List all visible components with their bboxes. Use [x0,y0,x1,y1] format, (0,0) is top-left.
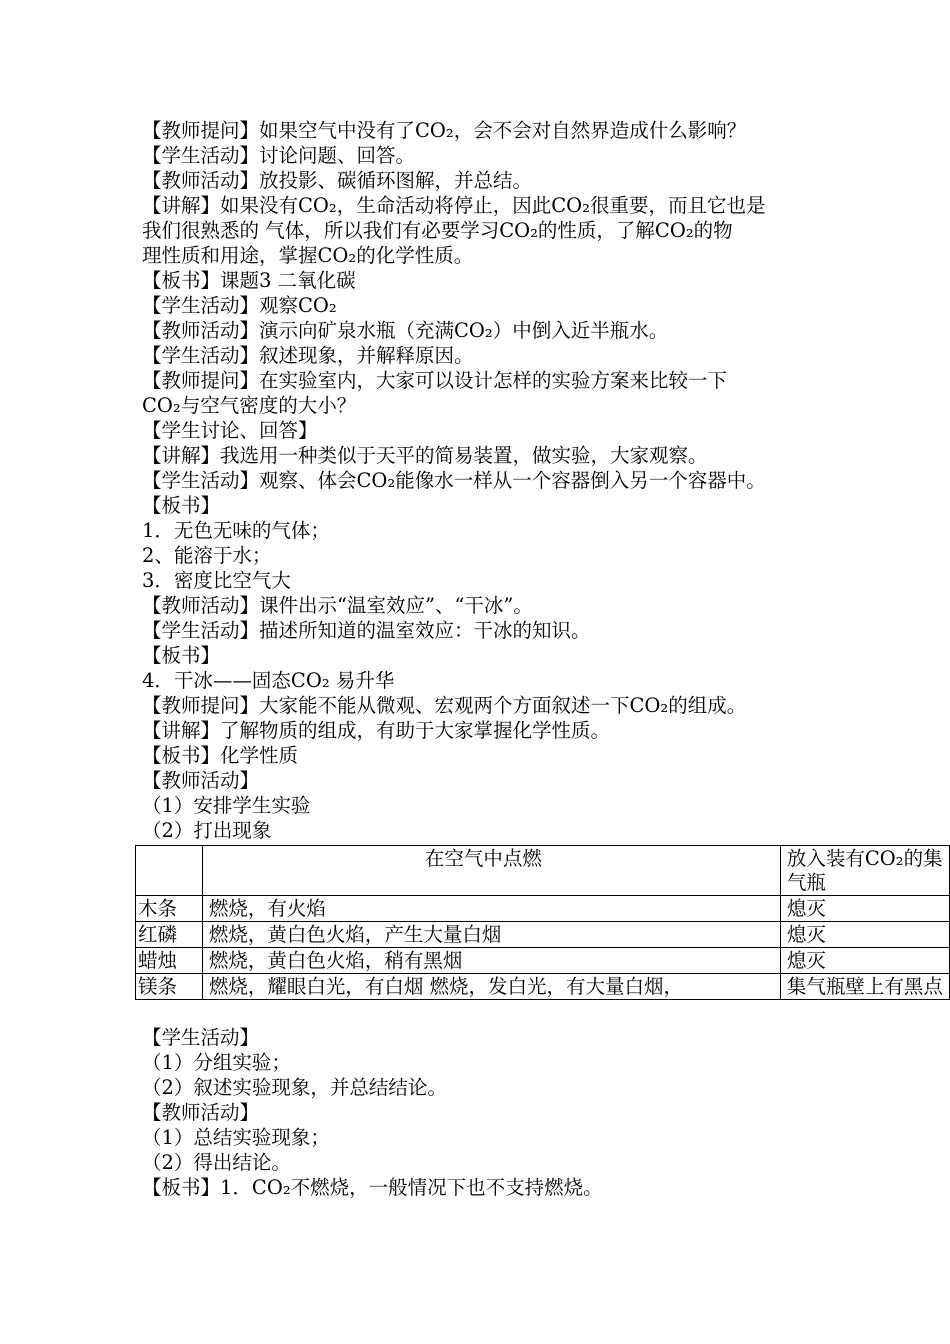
text-line: （2）打出现象 [142,819,272,842]
table-cell: 熄灭 [780,948,949,974]
text-line: 【教师活动】演示向矿泉水瓶（充满CO₂）中倒入近半瓶水。 [142,319,669,342]
text-line: 3．密度比空气大 [142,569,291,592]
text-line: 【教师提问】大家能不能从微观、宏观两个方面叙述一下CO₂的组成。 [142,694,747,717]
text-line: 【教师活动】 [142,1101,260,1124]
text-line: （2）叙述实验现象，并总结结论。 [142,1076,447,1099]
table-row [136,896,950,922]
table-cell: 镁条 [136,974,203,1000]
text-line: 【讲解】我选用一种类似于天平的简易装置，做实验，大家观察。 [142,444,708,467]
table-cell: 熄灭 [780,922,949,948]
table-cell: 燃烧，有火焰 [202,896,780,922]
text-line: 【学生活动】讨论问题、回答。 [142,144,416,167]
text-line: 【学生活动】叙述现象，并解释原因。 [142,344,474,367]
text-line: 【教师活动】放投影、碳循环图解，并总结。 [142,169,533,192]
text-line: 【学生讨论、回答】 [142,419,318,442]
table-cell: 集气瓶壁上有黑点 [780,974,949,1000]
text-line: 【学生活动】观察CO₂ [142,294,337,317]
table-cell: 燃烧，耀眼白光，有白烟 燃烧，发白光，有大量白烟， [202,974,780,1000]
table-row [136,922,950,948]
table-cell: 燃烧，黄白色火焰，产生大量白烟 [202,922,780,948]
text-line: 2、能溶于水； [142,544,272,567]
text-line: 【讲解】如果没有CO₂，生命活动将停止，因此CO₂很重要，而且它也是 [142,194,766,217]
text-line: 【教师活动】课件出示“温室效应”、“干冰”。 [142,594,533,617]
table-cell: 蜡烛 [136,948,203,974]
text-line: 1．无色无味的气体； [142,519,330,542]
text-line: 【板书】化学性质 [142,744,299,767]
lesson-text-top [142,118,842,843]
combustion-table [135,845,950,1000]
lesson-text-bottom [142,1025,603,1200]
text-line: （1）安排学生实验 [142,794,311,817]
table-row [136,974,950,1000]
text-line: 【学生活动】描述所知道的温室效应：干冰的知识。 [142,619,591,642]
table-header-cell [136,846,203,896]
text-line: 【板书】课题3 二氧化碳 [142,269,356,292]
text-line: 【教师活动】 [142,769,260,792]
table-row [136,948,950,974]
table-cell: 红磷 [136,922,203,948]
table-header-cell: 放入装有CO₂的集气瓶 [780,846,949,896]
text-line: （1）分组实验； [142,1051,291,1074]
text-line: 【板书】1．CO₂不燃烧，一般情况下也不支持燃烧。 [142,1176,603,1199]
table-cell: 木条 [136,896,203,922]
table-header-cell: 在空气中点燃 [202,846,780,896]
text-line: 4．干冰——固态CO₂ 易升华 [142,669,395,692]
text-line: 【教师提问】在实验室内，大家可以设计怎样的实验方案来比较一下 [142,369,728,392]
text-line: （1）总结实验现象； [142,1126,330,1149]
text-line: 【教师提问】如果空气中没有了CO₂，会不会对自然界造成什么影响？ [142,119,747,142]
table-cell: 熄灭 [780,896,949,922]
text-line: 【板书】 [142,494,221,517]
table-header-row [136,846,950,896]
text-line: 我们很熟悉的 气体，所以我们有必要学习CO₂的性质，了解CO₂的物 [142,219,733,242]
text-line: 【讲解】了解物质的组成，有助于大家掌握化学性质。 [142,719,611,742]
text-line: 【板书】 [142,644,221,667]
text-line: 理性质和用途，掌握CO₂的化学性质。 [142,244,474,267]
text-line: 【学生活动】观察、体会CO₂能像水一样从一个容器倒入另一个容器中。 [142,469,766,492]
text-line: CO₂与空气密度的大小？ [142,394,357,417]
text-line: 【学生活动】 [142,1026,260,1049]
table-cell: 燃烧，黄白色火焰，稍有黑烟 [202,948,780,974]
text-line: （2）得出结论。 [142,1151,291,1174]
